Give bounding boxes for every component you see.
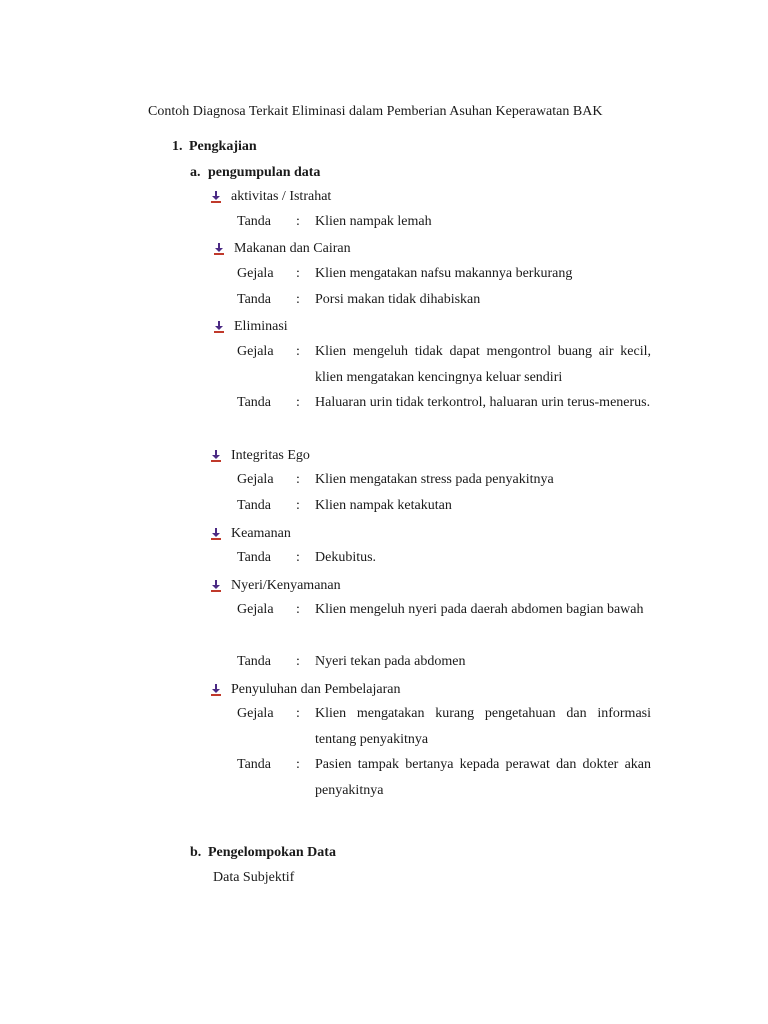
section-number: 1. xyxy=(172,139,183,154)
row-label: Tanda xyxy=(237,654,272,669)
row-separator: : xyxy=(296,706,300,721)
category-name: Nyeri/Kenyamanan xyxy=(231,578,341,593)
category-name: aktivitas / Istrahat xyxy=(231,189,332,204)
subsection-letter: a. xyxy=(190,165,201,180)
detail-row xyxy=(237,339,651,391)
row-label: Tanda xyxy=(237,550,272,565)
detail-row xyxy=(237,545,651,571)
category-integritas-ego xyxy=(209,447,310,465)
row-separator: : xyxy=(296,602,300,617)
category-makanan-dan-cairan xyxy=(212,240,351,258)
category-name: Penyuluhan dan Pembelajaran xyxy=(231,682,401,697)
row-separator: : xyxy=(296,214,300,229)
document-title: Contoh Diagnosa Terkait Eliminasi dalam Pemberian Asuhan Keperawatan BAK xyxy=(148,104,603,119)
detail-row xyxy=(237,493,651,519)
row-text: Porsi makan tidak dihabiskan xyxy=(315,292,481,307)
row-separator: : xyxy=(296,292,300,307)
row-label: Tanda xyxy=(237,498,272,513)
row-text: Klien nampak lemah xyxy=(315,214,432,229)
subsection-title: pengumpulan data xyxy=(208,165,321,180)
section-title: Pengkajian xyxy=(189,139,257,154)
row-label: Tanda xyxy=(237,292,272,307)
row-text: Klien mengatakan kurang pengetahuan dan informasi tentang penyakitnya xyxy=(315,706,651,747)
row-text: Pasien tampak bertanya kepada perawat dan dokter akan penyakitnya xyxy=(315,757,651,798)
row-separator: : xyxy=(296,472,300,487)
arrow-down-bullet-icon xyxy=(209,683,223,697)
row-label: Gejala xyxy=(237,472,274,487)
category-penyuluhan-dan-pembelajaran xyxy=(209,681,401,699)
row-text: Klien mengatakan nafsu makannya berkurang xyxy=(315,266,573,281)
row-text: Klien nampak ketakutan xyxy=(315,498,452,513)
arrow-down-bullet-icon xyxy=(212,242,226,256)
row-separator: : xyxy=(296,550,300,565)
row-label: Gejala xyxy=(237,602,274,617)
row-label: Tanda xyxy=(237,757,272,772)
subsection-letter: b. xyxy=(190,845,202,860)
subsection-title: Pengelompokan Data xyxy=(208,845,336,860)
detail-row xyxy=(237,597,651,623)
row-label: Tanda xyxy=(237,395,272,410)
row-separator: : xyxy=(296,344,300,359)
category-name: Makanan dan Cairan xyxy=(234,241,351,256)
detail-row xyxy=(237,467,651,493)
row-text: Klien mengeluh nyeri pada daerah abdomen bagian bawah xyxy=(315,602,644,617)
category-name: Integritas Ego xyxy=(231,448,310,463)
row-text: Dekubitus. xyxy=(315,550,377,565)
category-name: Keamanan xyxy=(231,526,291,541)
category-aktivitas-istrahat xyxy=(209,188,331,206)
row-text: Nyeri tekan pada abdomen xyxy=(315,654,466,669)
row-label: Gejala xyxy=(237,706,274,721)
row-text: Haluaran urin tidak terkontrol, haluaran urin terus-menerus. xyxy=(315,395,651,410)
row-label: Gejala xyxy=(237,266,274,281)
arrow-down-bullet-icon xyxy=(209,579,223,593)
category-name: Eliminasi xyxy=(234,319,288,334)
row-separator: : xyxy=(296,266,300,281)
detail-row xyxy=(237,261,651,287)
row-label: Gejala xyxy=(237,344,274,359)
detail-row xyxy=(237,209,651,235)
detail-row xyxy=(237,752,651,804)
subsection-heading-b xyxy=(190,844,336,862)
row-separator: : xyxy=(296,757,300,772)
subsection-heading-a xyxy=(190,164,320,182)
row-separator: : xyxy=(296,498,300,513)
arrow-down-bullet-icon xyxy=(209,190,223,204)
section-heading-pengkajian xyxy=(172,138,257,156)
data-subjektif-label: Data Subjektif xyxy=(213,870,295,885)
detail-row xyxy=(237,287,651,313)
detail-row xyxy=(237,701,651,753)
category-eliminasi xyxy=(212,318,288,336)
detail-row xyxy=(237,390,651,416)
category-nyeri-kenyamanan xyxy=(209,577,341,595)
arrow-down-bullet-icon xyxy=(212,320,226,334)
row-label: Tanda xyxy=(237,214,272,229)
row-text: Klien mengeluh tidak dapat mengontrol buang air kecil, klien mengatakan kencingnya keluar sendiri xyxy=(315,344,651,385)
row-separator: : xyxy=(296,654,300,669)
arrow-down-bullet-icon xyxy=(209,527,223,541)
arrow-down-bullet-icon xyxy=(209,449,223,463)
row-text: Klien mengatakan stress pada penyakitnya xyxy=(315,472,554,487)
row-separator: : xyxy=(296,395,300,410)
category-keamanan xyxy=(209,525,291,543)
detail-row xyxy=(237,649,651,675)
